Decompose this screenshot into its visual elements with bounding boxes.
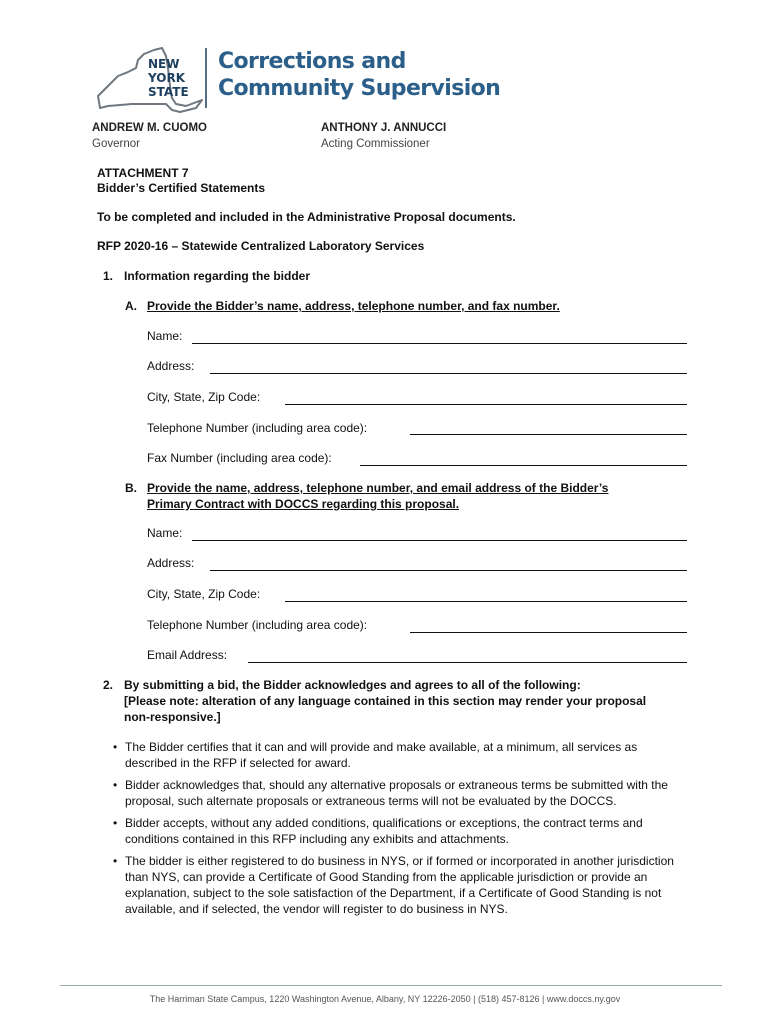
new-york-state-logo [92,46,212,114]
field-label-telephone: Telephone Number (including area code): [147,421,368,435]
field-label-telephone: Telephone Number (including area code): [147,618,368,632]
section-2-heading-line-3: non-responsive.] [124,710,221,724]
part-b-heading-line-1: Provide the name, address, telephone number, and email address of the Bidder’s [147,481,609,495]
city-state-zip-input-line[interactable] [285,404,687,405]
contact-name-input-line[interactable] [192,540,687,541]
bullet-item: Bidder acknowledges that, should any alternative proposals or extraneous terms be submitted with the proposal, such alternate proposals or extraneous terms will not be evaluated by the DOCCS. [125,778,668,808]
section-1-number: 1. [103,269,114,283]
footer-divider [60,985,722,986]
footer-address: The Harriman State Campus, 1220 Washington Avenue, Albany, NY 12226-2050 | (518) 457-8126 | www.doccs.ny.gov [149,994,621,1004]
section-1-heading: Information regarding the bidder [124,269,311,283]
logo-word-new: NEW [148,57,180,71]
agency-name-line-1: Corrections and [218,49,406,74]
rfp-title: RFP 2020-16 – Statewide Centralized Laboratory Services [97,239,425,253]
field-label-city-state-zip: City, State, Zip Code: [147,587,261,601]
document-subtitle: Bidder’s Certified Statements [97,181,266,195]
agency-name-line-2: Community Supervision [218,76,501,101]
contact-city-state-zip-input-line[interactable] [285,601,687,602]
bullet-icon: • [113,854,118,868]
field-label-name: Name: [147,526,183,540]
signatory-name: ANTHONY J. ANNUCCI [321,122,447,134]
bullet-item: The bidder is either registered to do business in NYS, or if formed or incorporated in another jurisdiction than NYS, can provide a Certificate of Good Standing from the applicable jurisdiction or provide an explanation, subject to the sole satisfaction of the Department, if a Certificate of Good Standing is not available, and if selected, the vendor will register to do business in NYS. [125,854,674,916]
attachment-label: ATTACHMENT 7 [97,166,189,180]
bullet-item: Bidder accepts, without any added conditions, qualifications or exceptions, the contract terms and conditions contained in this RFP including any exhibits and attachments. [125,816,643,846]
field-label-fax: Fax Number (including area code): [147,451,332,465]
section-2-number: 2. [103,678,114,692]
address-input-line[interactable] [210,373,687,374]
contact-email-input-line[interactable] [248,662,687,663]
logo-word-state: STATE [148,85,189,99]
part-a-heading: Provide the Bidder’s name, address, telephone number, and fax number. [147,299,560,313]
field-label-email: Email Address: [147,648,228,662]
telephone-input-line[interactable] [410,434,687,435]
part-b-heading-line-2: Primary Contract with DOCCS regarding this proposal. [147,497,460,511]
signatory-name: ANDREW M. CUOMO [92,122,207,134]
field-label-address: Address: [147,359,195,373]
part-a-letter: A. [125,299,137,313]
signatory-title: Governor [92,138,140,150]
field-label-address: Address: [147,556,195,570]
name-input-line[interactable] [192,343,687,344]
signatory-governor [92,120,207,152]
signatory-commissioner [321,120,446,152]
contact-telephone-input-line[interactable] [410,632,687,633]
section-2-heading-line-2: [Please note: alteration of any language contained in this section may render your proposal [124,694,647,708]
bullet-icon: • [113,740,118,754]
bullet-item: The Bidder certifies that it can and will provide and make available, at a minimum, all services as described in the RFP if selected for award. [125,740,638,770]
agency-name [218,48,500,102]
signatory-title: Acting Commissioner [321,138,430,150]
field-label-city-state-zip: City, State, Zip Code: [147,390,261,404]
logo-word-york: YORK [148,71,186,85]
fax-input-line[interactable] [360,465,687,466]
bullet-icon: • [113,816,118,830]
section-2-heading-line-1: By submitting a bid, the Bidder acknowledges and agrees to all of the following: [124,678,581,692]
contact-address-input-line[interactable] [210,570,687,571]
bullet-icon: • [113,778,118,792]
instruction-text: To be completed and included in the Administrative Proposal documents. [97,210,516,224]
part-b-letter: B. [125,481,137,495]
field-label-name: Name: [147,329,183,343]
